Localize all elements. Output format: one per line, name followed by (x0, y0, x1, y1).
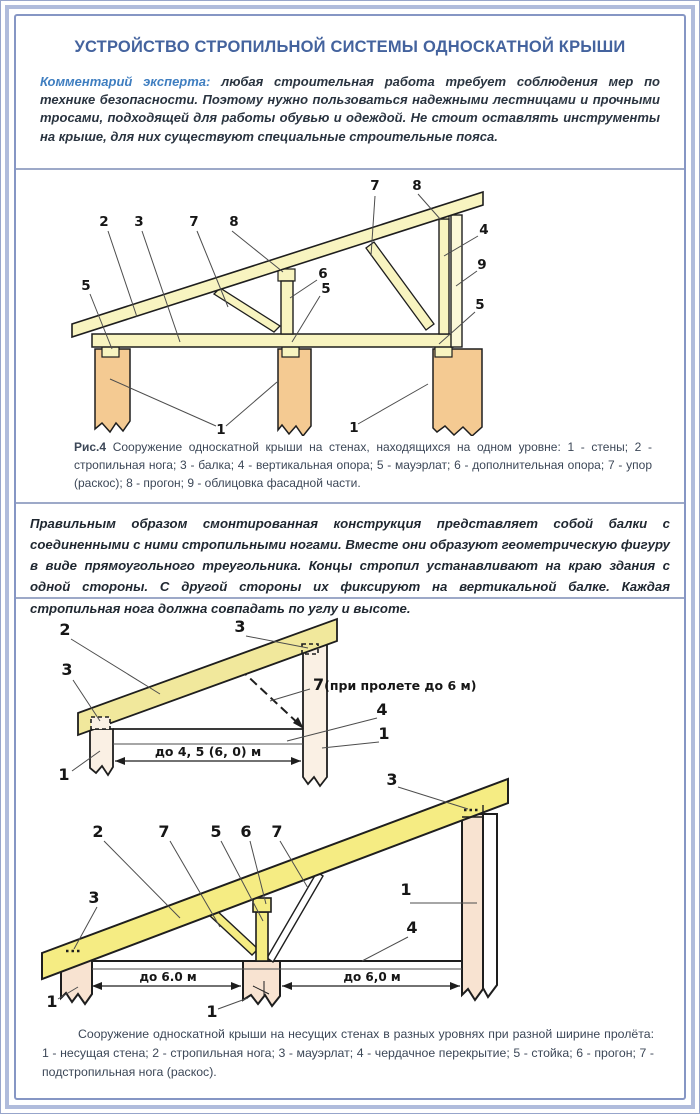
vertical-post (439, 219, 449, 334)
header-section (16, 16, 684, 168)
callout-facade: 9 (477, 257, 487, 273)
expert-comment (40, 73, 660, 146)
callout-walls: 1 (216, 422, 226, 436)
d3-callout-brace-left: 7 (158, 822, 170, 841)
callout-brace-low: 7 (189, 214, 199, 230)
d3-callout-ceiling: 4 (406, 918, 418, 937)
d3-callout-mauerlat-left: 3 (88, 888, 100, 907)
brace-lower (214, 288, 280, 332)
support-mid (281, 281, 293, 334)
paragraph-section (16, 504, 684, 616)
d3-wall-right (462, 814, 483, 1000)
d2-dimension-label: до 4, 5 (6, 0) м (154, 744, 262, 759)
d2-mauerlat-left (91, 717, 110, 729)
d3-wall-right-face (483, 814, 497, 997)
wall-right (433, 349, 482, 436)
callout-post: 4 (479, 222, 489, 238)
d3-callout-brace-right: 7 (271, 822, 283, 841)
d3-dim-right-arrow2 (450, 982, 460, 990)
d3-girder-block (253, 898, 271, 912)
d2-wall-left (90, 729, 113, 775)
callout-wall-right: 1 (349, 420, 359, 436)
figure1-section (16, 170, 684, 502)
outer-frame (5, 5, 695, 1109)
d2-callout-mauerlat-top: 3 (234, 617, 246, 636)
callout-beam: 3 (134, 214, 144, 230)
beam (92, 334, 453, 347)
figure2-diagram (20, 601, 680, 1021)
brace-upper (366, 242, 434, 330)
d3-callout-mauerlat-top: 3 (386, 770, 398, 789)
d2-callout-rafter: 2 (59, 620, 71, 639)
d3-callout-wall-right: 1 (400, 880, 412, 899)
body-paragraph: Правильным образом смонтированная конструкция представляет собой балки с соединенными с ними стропильными ногами. Вместе они образуют геометрическую фигуру в виде прямоугольного треугольника. Концы стропил устанавливают на краю здания с одной стороны. С другой стороны их фиксируют на вертикальной балке. Каждая стропильная нога должна совпадать по углу и высоте. (30, 516, 670, 616)
d3-callout-rafter: 2 (92, 822, 104, 841)
callout-mauerlat-mid: 5 (321, 281, 331, 297)
figure1-caption-text: Сооружение односкатной крыши на стенах, находящихся на одном уровне: 1 - стены; 2 - стропильная нога; 3 - балка; 4 - вертикальная опора; 5 - мауэрлат; 6 - дополнительная опора; 7 - упор (раскос); 8 - прогон; 9 - облицовка фасадной части. (74, 440, 652, 490)
d2-dashed-brace (240, 669, 302, 727)
callout-girder-top: 8 (412, 178, 422, 194)
d2-callout-ceiling: 4 (376, 700, 388, 719)
d2-callout-brace-note: 7(при пролете до 6 м) (313, 675, 477, 694)
facade-cladding (451, 215, 462, 347)
d3-wall-middle (243, 961, 280, 1006)
d3-dim-left-arrow2 (231, 982, 241, 990)
d2-wall-right (303, 643, 327, 786)
d3-dim-right-arrow1 (282, 982, 292, 990)
d3-dimension-right-label: до 6,0 м (343, 970, 401, 984)
expert-comment-label: Комментарий эксперта: (40, 74, 211, 89)
d3-callout-girder: 6 (240, 822, 252, 841)
wall-left (95, 349, 130, 432)
figure1-diagram (20, 174, 680, 436)
callout-mauerlat-left: 5 (81, 278, 91, 294)
d3-callout-stand: 5 (210, 822, 222, 841)
d2-callout-wall-left: 1 (58, 765, 70, 784)
figure2-section (16, 599, 684, 1082)
content-frame (14, 14, 686, 1100)
callout-support-mid: 6 (318, 266, 328, 282)
wall-middle (278, 349, 311, 436)
d2-dim-arrow-left (115, 757, 125, 765)
d3-callout-wall-middle: 1 (206, 1002, 218, 1021)
callout-mauerlat-right: 5 (475, 297, 485, 313)
callout-brace-up: 7 (370, 178, 380, 194)
callout-girder-mid: 8 (229, 214, 239, 230)
figure1-caption (74, 438, 652, 492)
figure1-caption-label: Рис.4 (74, 440, 107, 454)
page-title: УСТРОЙСТВО СТРОПИЛЬНОЙ СИСТЕМЫ ОДНОСКАТНОЙ КРЫШИ (74, 38, 626, 56)
expert-comment-text: любая строительная работа требует соблюдения мер по технике безопасности. Поэтому нужно пользоваться надежными лестницами и прочными тросами, подходящей для работы обувью и одеждой. Не стоит оставлять инструменты на крыше, для них существуют специальные строительные пояса. (40, 74, 660, 144)
callout-rafter: 2 (99, 214, 109, 230)
d3-callout-wall-left: 1 (46, 992, 58, 1011)
bottom-caption: Сооружение односкатной крыши на несущих стенах в разных уровнях при разной ширине пролёта: 1 - несущая стена; 2 - стропильная нога; 3 - мауэрлат; 4 - чердачное перекрытие; 5 - стойка; 6 - прогон; 7 - подстропильная нога (раскос). (42, 1027, 654, 1080)
d3-brace-left (209, 909, 258, 955)
d3-dim-left-arrow1 (92, 982, 102, 990)
d2-dim-arrow-right (291, 757, 301, 765)
d2-callout-mauerlat-left: 3 (61, 660, 73, 679)
d3-dimension-left-label: до 6.0 м (139, 970, 197, 984)
d2-callout-wall-right: 1 (378, 724, 390, 743)
